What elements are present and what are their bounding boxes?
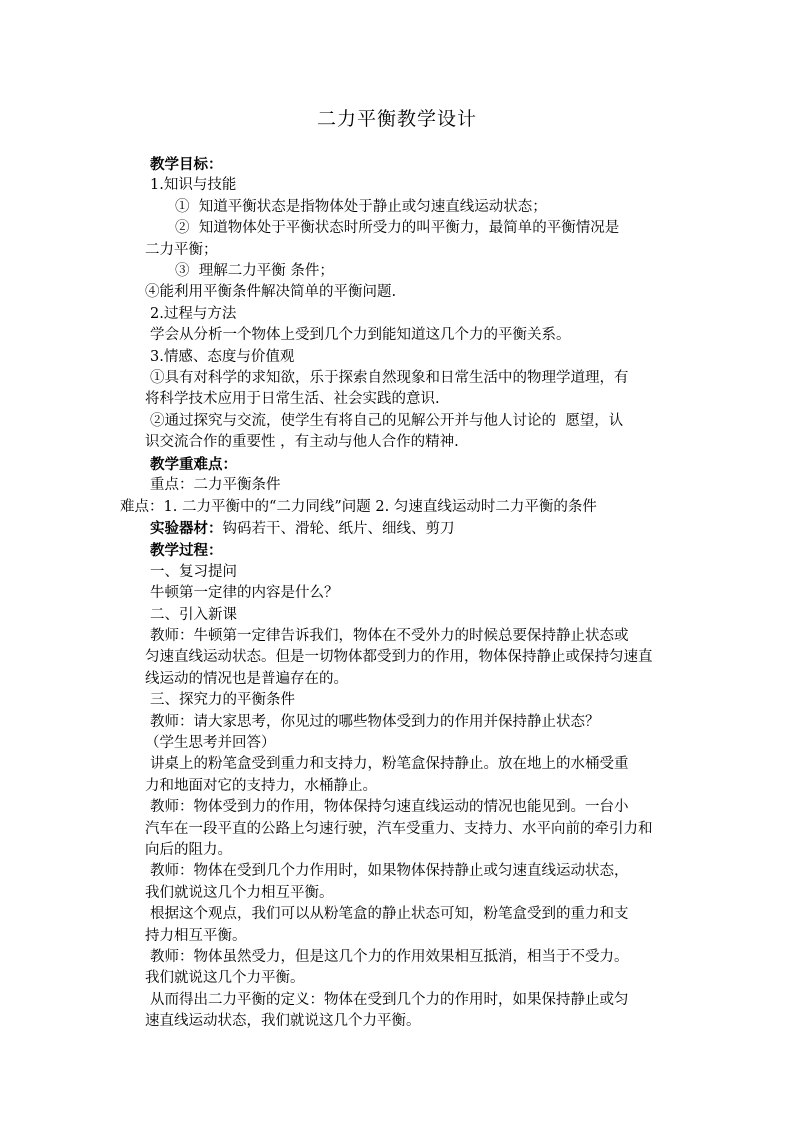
section-heading-key-difficulties: 教学重难点：: [150, 455, 237, 473]
paragraph-balance-line-1: 教师：物体在受到几个力作用时，如果物体保持静止或匀速直线运动状态，: [150, 863, 629, 880]
review-question: 牛顿第一定律的内容是什么？: [150, 585, 339, 602]
paragraph-cancel-line-1: 教师：物体虽然受力，但是这几个力的作用效果相互抵消，相当于不受力。: [150, 949, 629, 966]
section-heading-equipment: 实验器材：: [150, 519, 223, 537]
document-title: 二力平衡教学设计: [316, 108, 477, 130]
paragraph-teacher-intro-line-2: 匀速直线运动状态。但是一切物体都受到力的作用，物体保持静止或保持匀速直: [145, 649, 653, 666]
section-heading-teaching-process: 教学过程：: [150, 542, 223, 560]
process-step-introduce: 二、引入新课: [150, 606, 237, 623]
value-item-2: ②通过探究与交流，使学生有将自己的见解公开并与他人讨论的 愿望，认: [150, 412, 624, 429]
paragraph-definition-line-2: 速直线运动状态，我们就说这几个力平衡。: [145, 1013, 421, 1030]
paragraph-chalkbox-line-2: 持力相互平衡。: [145, 927, 247, 944]
paragraph-teacher-intro-line-3: 线运动的情况也是普遍存在的。: [145, 670, 348, 687]
objective-item-2-continued: 二力平衡；: [145, 241, 218, 258]
paragraph-motion-line-2: 汽车在一段平直的公路上匀速行驶，汽车受重力、支持力、水平向前的牵引力和: [145, 820, 653, 837]
process-step-review: 一、复习提问: [150, 563, 237, 580]
objective-item-1: ① 知道平衡状态是指物体处于静止或匀速直线运动状态；: [175, 198, 547, 215]
equipment-list: 钩码若干、滑轮、纸片、细线、剪刀: [222, 520, 455, 537]
paragraph-motion-line-3: 向后的阻力。: [145, 842, 232, 858]
subheading-process-method: 2.过程与方法: [150, 305, 237, 322]
value-item-2-continued: 识交流合作的重要性 ，有主动与他人合作的精神.: [145, 434, 459, 451]
objective-item-3: ③ 理解二力平衡 条件；: [175, 263, 334, 280]
value-item-1: ①具有对科学的求知欲，乐于探索自然现象和日常生活中的物理学道理，有: [150, 370, 629, 387]
value-item-1-continued: 将科学技术应用于日常生活、社会实践的意识.: [145, 391, 440, 408]
paragraph-process-method: 学会从分析一个物体上受到几个力到能知道这几个力的平衡关系。: [150, 327, 571, 344]
section-heading-teaching-objectives: 教学目标：: [150, 156, 223, 173]
paragraph-balance-line-2: 我们就说这几个力相互平衡。: [145, 884, 334, 901]
paragraph-definition-line-1: 从而得出二力平衡的定义：物体在受到几个力的作用时，如果保持静止或匀: [150, 991, 629, 1008]
process-step-explore: 三、探究力的平衡条件: [150, 692, 295, 709]
subheading-knowledge-skills: 1.知识与技能: [150, 177, 237, 194]
subheading-emotion-values: 3.情感、态度与价值观: [150, 348, 295, 365]
key-point-text: 重点：二力平衡条件: [150, 477, 281, 494]
teacher-question: 教师：请大家思考，你见过的哪些物体受到力的作用并保持静止状态？: [150, 713, 600, 730]
document-body: [120, 154, 680, 1033]
paragraph-teacher-intro-line-1: 教师：牛顿第一定律告诉我们，物体在不受外力的时候总要保持静止状态或: [150, 627, 629, 644]
paragraph-motion-line-1: 教师：物体受到力的作用，物体保持匀速直线运动的情况也能见到。一台小: [150, 799, 629, 816]
paragraph-example-line-2: 力和地面对它的支持力，水桶静止。: [145, 777, 377, 794]
objective-item-2: ② 知道物体处于平衡状态时所受力的叫平衡力，最简单的平衡情况是: [175, 220, 620, 237]
difficulty-text: 难点：1. 二力平衡中的“二力同线”问题 2. 匀速直线运动时二力平衡的条件: [120, 498, 597, 515]
paragraph-chalkbox-line-1: 根据这个观点，我们可以从粉笔盒的静止状态可知，粉笔盒受到的重力和支: [150, 906, 629, 923]
paragraph-example-line-1: 讲桌上的粉笔盒受到重力和支持力，粉笔盒保持静止。放在地上的水桶受重: [150, 756, 629, 773]
student-response-note: （学生思考并回答）: [145, 734, 276, 751]
objective-item-4: ④能利用平衡条件解决简单的平衡问题.: [145, 284, 397, 301]
paragraph-cancel-line-2: 我们就说这几个力平衡。: [145, 970, 305, 987]
equipment-line: [120, 518, 680, 540]
